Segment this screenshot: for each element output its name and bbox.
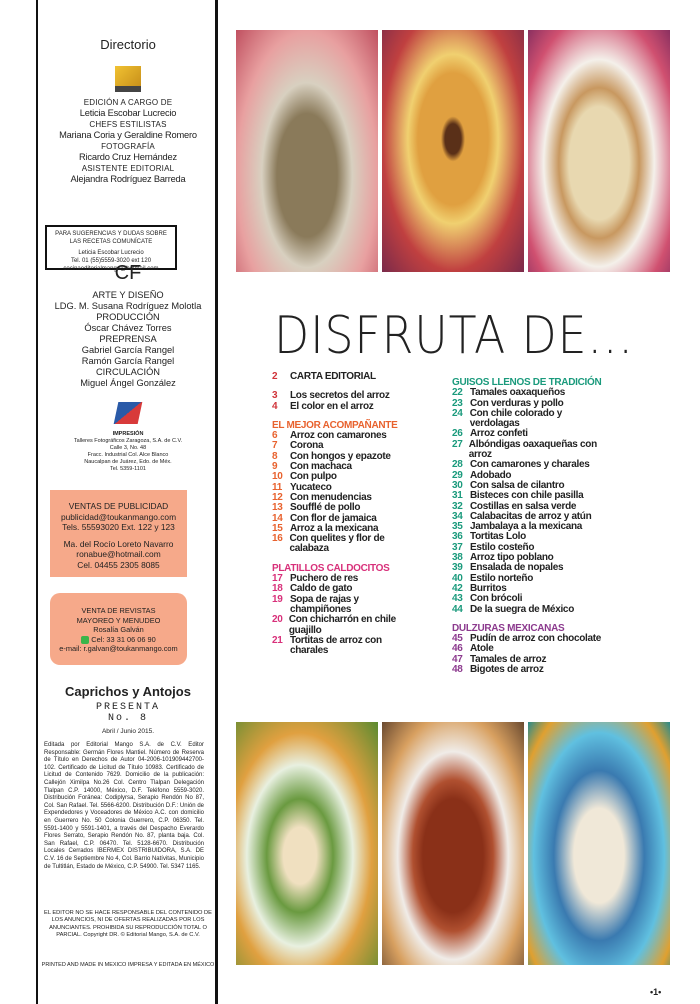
toc-page-number: 36: [452, 531, 463, 543]
toc-item-title: Jambalaya a la mexicana: [470, 521, 583, 533]
credits: [40, 97, 216, 185]
toc-item-title: Corona: [290, 440, 324, 452]
photo-rice-corona: [382, 30, 524, 272]
toc-item-title: Con machaca: [290, 461, 352, 473]
legal-text: Editada por Editorial Mango S.A. de C.V. Editor Responsable: Germán Flores Mantiel. Número de Reserva de Título en Derechos de Autor 04-2006-101909442700-102. Certificado de Licitud de Título 10983. Certificado de Licitud de Contenido 7629. Domicilio de la publicación: Callejón Ximilpa No.26 Col. Centro Tlalpan Delegación Tlalpan C.P. 14000, México, D.F. Teléfono 5559-3020. Distribución Foránea: Codiplyrsa, Serapio Rendón No 87, Col. San Rafael. Tel. 5566-6200. Distribución D.F.: Unión de Expendedores y Voceadores de México A.C. con domicilio en Guerrero No. 50 Colonia Guerrero, C.P. 06350. Tel. 5591-1400 y 5591-1401, a través del Despacho Everardo Flores Serrato, Serapio Rendón No. 87, planta baja. Col. San Rafael, C.P. 06470. Tel. 5128-6670. Distribución Locales Cerrados IBERMEX DISTRIBUIDORA, S.A. DE C.V. 16 de Septiembre No 4, Col. Barrio Natívitas, Municipio de Tultitlán, Estado de México, C.P. 54900. Tel. 5347 1165.: [44, 742, 204, 870]
toc-item-title: Estilo norteño: [470, 572, 534, 584]
whatsapp-icon: [81, 636, 89, 644]
presents-label: PRESENTA: [95, 702, 160, 713]
toc-page-number: 28: [452, 459, 463, 471]
ad-sales-line: publicidad@toukanmango.com: [60, 511, 177, 522]
toc-item-title: Adobado: [470, 469, 512, 481]
page-number: •1•: [650, 987, 662, 997]
toc-section: [272, 564, 422, 657]
toc-item-title: Con flor de jamaica: [290, 512, 377, 524]
toc-page-number: 8: [272, 450, 278, 462]
toc-page-number: 47: [452, 653, 463, 665]
toc-page-number: 12: [272, 491, 283, 503]
printer-logo: [114, 402, 143, 424]
credit-role: PREPRENSA: [99, 334, 157, 344]
magazine-sales-email: e-mail: r.galvan@toukanmango.com: [59, 644, 178, 653]
issue-info: [40, 702, 216, 724]
toc-page-number: 46: [452, 643, 463, 655]
toc-item[interactable]: [452, 409, 612, 430]
toc-item-title: Atole: [470, 643, 494, 655]
toc-item[interactable]: [452, 665, 612, 675]
toc-item-title: El color en el arroz: [290, 400, 374, 412]
printed-in: PRINTED AND MADE IN MEXICO IMPRESA Y EDITADA EN MÉXICO: [41, 962, 215, 968]
toc-section: [452, 378, 612, 615]
credit-role: CHEFS ESTILISTAS: [89, 120, 167, 129]
toc-item-title: Los secretos del arroz: [290, 390, 390, 402]
toc-item[interactable]: [452, 440, 612, 461]
credit-role: FOTOGRAFÍA: [101, 142, 155, 151]
toc-page-number: 16: [272, 533, 283, 545]
toc-page-number: 9: [272, 461, 278, 473]
credit-role: ASISTENTE EDITORIAL: [81, 164, 175, 173]
toc-item-title: CARTA EDITORIAL: [290, 371, 376, 382]
toc-page-number: 24: [452, 407, 463, 419]
toc-section-heading: GUISOS LLENOS DE TRADICIÓN: [452, 377, 602, 388]
toc-section-heading: PLATILLOS CALDOCITOS: [272, 562, 390, 574]
toc-item-title: Tortitas Lolo: [470, 531, 526, 543]
toc-item-title: Con salsa de cilantro: [470, 479, 565, 491]
credit-role: ARTE Y DISEÑO: [92, 290, 164, 300]
photo-rice-adobado: [382, 722, 524, 965]
toc-page-number: 44: [452, 603, 463, 615]
toc-item-title: Arroz confeti: [470, 428, 528, 440]
toc-page-number: 22: [452, 387, 463, 399]
toc-page-number: 42: [452, 582, 463, 594]
toc-item-title: Soufflé de pollo: [290, 502, 361, 514]
toc-item[interactable]: [272, 402, 422, 412]
credit-role: EDICIÓN A CARGO DE: [83, 98, 173, 107]
ad-sales-box: [50, 490, 187, 577]
toc-item-title: Costillas en salsa verde: [470, 500, 577, 512]
toc-right: [452, 372, 612, 684]
credit-role: PRODUCCIÓN: [96, 312, 160, 322]
ad-sales-line: Tels. 55593020 Ext. 122 y 123: [62, 522, 175, 532]
toc-item-title: Tamales de arroz: [470, 653, 547, 665]
credit-name: Ramón García Rangel: [81, 356, 175, 366]
printing-info: [40, 431, 216, 473]
issue-number: No. 8: [107, 713, 148, 724]
toc-item[interactable]: [272, 595, 422, 616]
credit-name: LDG. M. Susana Rodríguez Molotla: [54, 301, 202, 311]
magazine-sales-heading: VENTA DE REVISTAS: [81, 606, 156, 615]
toc-page-number: 3: [272, 390, 278, 402]
ad-sales-contact: Cel. 04455 2305 8085: [77, 559, 160, 570]
toc-page-number: 6: [272, 430, 278, 442]
suggestions-heading: PARA SUGERENCIAS Y DUDAS SOBRE LAS RECETAS COMUNÍCATE: [55, 231, 167, 245]
toc-section: [272, 391, 422, 412]
credit-name: Alejandra Rodríguez Barreda: [70, 174, 186, 184]
toc-page-number: 18: [272, 583, 283, 595]
toc-item-title: Con pulpo: [290, 471, 337, 483]
photo-rice-shrimp: [528, 30, 670, 272]
printing-line: Tel. 5359-1101: [110, 466, 146, 472]
toc-page-number: 35: [452, 521, 463, 533]
toc-item-title: Sopa de rajas y champiñones: [289, 593, 359, 615]
toc-item-title: Con hongos y epazote: [290, 450, 391, 462]
printing-line: Naucalpan de Juárez, Edo. de Méx.: [84, 459, 172, 465]
toc-section: [452, 624, 612, 675]
toc-item[interactable]: [272, 534, 422, 555]
toc-page-number: 15: [272, 522, 283, 534]
toc-page-number: 17: [272, 573, 283, 585]
toc-page-number: 11: [272, 481, 282, 493]
printing-line: Fracc. Industrial Col. Alce Blanco: [87, 452, 169, 458]
toc-page-number: 45: [452, 633, 463, 645]
magazine-sales-phone: Cel: 33 31 06 06 90: [91, 634, 156, 644]
credit-name: Mariana Coria y Geraldine Romero: [59, 130, 197, 140]
toc-section-heading: EL MEJOR ACOMPAÑANTE: [272, 419, 398, 431]
directory-title: Directorio: [100, 37, 156, 52]
toc-page-number: 14: [272, 512, 283, 524]
magazine-sales-box: [50, 593, 187, 665]
toc-page-number: 23: [452, 397, 463, 409]
magazine-sales-sub: MAYOREO Y MENUDEO: [76, 615, 161, 625]
toc-page-number: 34: [452, 510, 463, 522]
toc-item-title: Pudín de arroz con chocolate: [470, 633, 602, 645]
suggestions-name: Leticia Escobar Lucrecio: [78, 250, 144, 256]
toc-left: [272, 372, 422, 665]
toc-page-number: 2: [272, 371, 278, 382]
toc-item-title: Con verduras y pollo: [470, 397, 564, 409]
toc-page-number: 13: [272, 502, 283, 514]
credit-name: Ricardo Cruz Hernández: [79, 152, 177, 162]
toc-section: [272, 372, 422, 382]
toc-item-title: Arroz a la mexicana: [290, 522, 379, 534]
toc-item-title: De la suegra de México: [470, 603, 575, 615]
toc-page-number: 43: [452, 593, 463, 605]
toc-item-title: Burritos: [470, 582, 507, 594]
toc-item-title: Con menudencias: [290, 491, 372, 503]
toc-item-title: Arroz con camarones: [290, 430, 387, 442]
toc-item-title: Caldo de gato: [290, 583, 353, 595]
credit-name: Leticia Escobar Lucrecio: [79, 108, 177, 118]
toc-page-number: 37: [452, 541, 463, 553]
toc-section-heading: DULZURAS MEXICANAS: [452, 622, 565, 634]
photo-rice-salad: [236, 722, 378, 965]
credit-role: CIRCULACIÓN: [95, 367, 161, 377]
toc-item[interactable]: [452, 594, 612, 604]
photo-rice-pasta: [528, 722, 670, 965]
ad-sales-heading: VENTAS DE PUBLICIDAD: [68, 501, 169, 511]
toc-item-title: Con chicharrón en chile guajillo: [288, 614, 396, 636]
toc-item-title: Calabacitas de arroz y atún: [470, 510, 592, 522]
toc-item-title: Arroz tipo poblano: [470, 552, 554, 564]
credit-name: Miguel Ángel González: [80, 378, 176, 388]
printing-line: Talleres Fotográficos Zaragoza, S.A. de C.V.: [73, 438, 183, 444]
toc-item-title: Con quelites y flor de calabaza: [289, 533, 385, 555]
toc-page-number: 20: [272, 614, 283, 626]
printing-line: Calle 3, No. 48: [109, 445, 147, 451]
toc-item[interactable]: [452, 605, 612, 615]
toc-item-title: Bisteces con chile pasilla: [470, 490, 584, 502]
toc-item[interactable]: [272, 372, 422, 382]
printing-heading: IMPRESIÓN: [112, 431, 144, 437]
disclaimer: EL EDITOR NO SE HACE RESPONSABLE DEL CONTENIDO DE LOS ANUNCIOS, NI DE OFERTAS REALIZADAS POR LOS ANUNCIANTES. PROHIBIDA SU REPRODUCCIÓN TOTAL O PARCIAL. Copyright DR. © Editorial Mango, S.A. de C.V.: [44, 910, 212, 938]
toc-page-number: 38: [452, 552, 463, 564]
toc-page-number: 27: [452, 438, 463, 450]
toc-page-number: 7: [272, 440, 278, 452]
toc-item-title: Albóndigas oaxaqueñas con arroz: [468, 438, 597, 461]
toc-section: [272, 421, 422, 555]
credit-name: Óscar Chávez Torres: [84, 323, 172, 333]
issue-date: Abril / Junio 2015.: [101, 728, 155, 735]
ad-sales-contact: ronabue@hotmail.com: [76, 549, 161, 559]
toc-page-number: 48: [452, 664, 463, 676]
toc-page-number: 26: [452, 428, 463, 440]
toc-item-title: Estilo costeño: [470, 541, 535, 553]
toc-item-title: Tortitas de arroz con charales: [289, 634, 382, 657]
toc-page-number: 39: [452, 562, 463, 574]
toc-page-number: 40: [452, 572, 463, 584]
production-credits: [40, 290, 216, 389]
toc-item-title: Puchero de res: [290, 573, 359, 585]
toc-page-number: 32: [452, 500, 463, 512]
toc-page-number: 19: [272, 593, 283, 605]
toc-page-number: 30: [452, 479, 463, 491]
left-border: [36, 0, 38, 1004]
toc-item-title: Yucateco: [290, 481, 332, 493]
toc-item-title: Con camarones y charales: [470, 459, 590, 471]
photo-rice-mold: [236, 30, 378, 272]
toc-item-title: Con chile colorado y verdolagas: [469, 407, 563, 430]
ad-sales-contact: Ma. del Rocío Loreto Navarro: [63, 538, 174, 549]
toc-item[interactable]: [272, 615, 422, 636]
toc-item-title: Tamales oaxaqueños: [470, 387, 566, 399]
mango-logo: [115, 66, 141, 92]
toc-item-title: Con brócoli: [470, 593, 523, 605]
page-title: DISFRUTA DE...: [274, 306, 634, 366]
publication-name: Caprichos y Antojos: [65, 684, 191, 699]
toc-item-title: Ensalada de nopales: [470, 562, 564, 574]
toc-page-number: 21: [272, 634, 283, 646]
magazine-sales-name: Rosalía Galván: [93, 625, 144, 634]
toc-page-number: 4: [272, 400, 278, 412]
suggestions-phone: Tel. 01 (55)5559-3020 ext 120: [70, 258, 152, 264]
toc-page-number: 31: [452, 490, 463, 502]
credit-name: Gabriel García Rangel: [81, 345, 175, 355]
toc-page-number: 29: [452, 469, 463, 481]
suggestions-email: cocinaeditorialmango@hotmail.com: [63, 266, 159, 272]
toc-item[interactable]: [272, 636, 422, 657]
cf-logo: CF: [114, 262, 142, 284]
toc-page-number: 10: [272, 471, 283, 483]
toc-item-title: Bigotes de arroz: [470, 664, 544, 676]
